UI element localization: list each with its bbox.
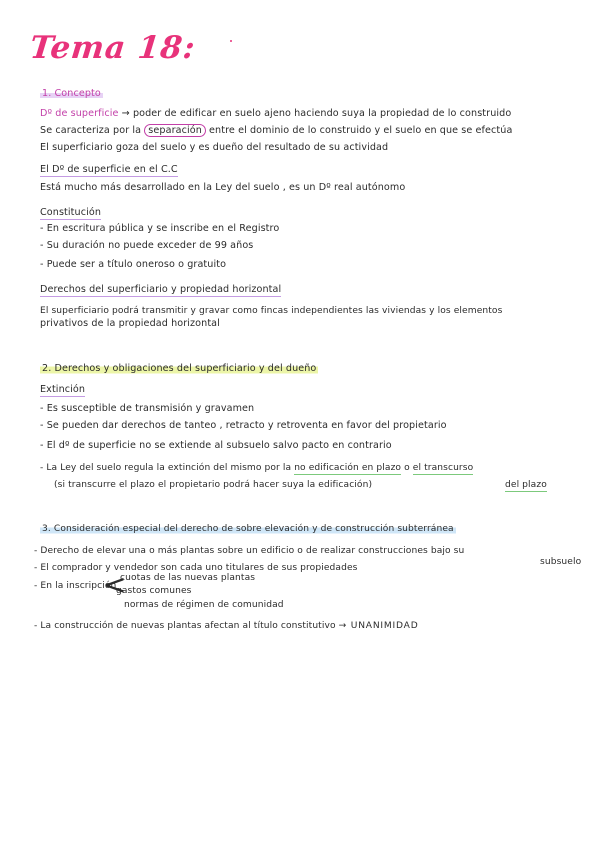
constitution-heading-text: Constitución <box>40 207 102 218</box>
rights-line-2 <box>40 318 220 330</box>
section-2-heading <box>40 363 318 375</box>
extinction-heading <box>40 384 85 396</box>
definition-line <box>40 108 511 120</box>
cc-heading-text: El Dº de superficie en el C.C <box>40 164 178 175</box>
extinction-item-text: - El dº de superficie no se extiende al subsuelo salvo pacto en contrario <box>40 440 392 451</box>
page-title: Tema 18: <box>28 30 198 66</box>
decorative-dot <box>230 40 232 42</box>
new-floors-line <box>34 620 419 632</box>
rights-heading <box>40 284 281 296</box>
law-text-a: - La Ley del suelo regula la extinción del mismo por la <box>40 463 292 473</box>
inscription-item-text: cuotas de las nuevas plantas <box>120 573 256 583</box>
law-line-2-right <box>505 479 547 491</box>
section-2-heading-text: 2. Derechos y obligaciones del superficiario y del dueño <box>42 363 317 374</box>
definition-term: Dº de superficie <box>40 108 119 119</box>
rights-line-1 <box>40 305 502 317</box>
separation-text-b: entre el dominio de lo construido y el suelo en que se efectúa <box>209 125 513 136</box>
law-underlined-text: no edificación en plazo <box>294 463 402 473</box>
inscription-item-text: gastos comunes <box>116 586 192 596</box>
rights-text-2: privativos de la propiedad horizontal <box>40 318 220 329</box>
elevation-text: - Derecho de elevar una o más plantas sobre un edificio o de realizar construcciones bajo su <box>34 546 465 556</box>
rights-text-1: El superficiario podrá transmitir y gravar como fincas independientes las viviendas y los elementos <box>40 306 503 316</box>
section-1-heading-text: 1. Concepto <box>42 88 101 99</box>
superficiario-line <box>40 142 388 154</box>
extinction-item-text: - Se pueden dar derechos de tanteo , retracto y retroventa en favor del propietario <box>40 420 447 431</box>
law-text-2: (si transcurre el plazo el propietario podrá hacer suya la edificación) <box>54 480 373 490</box>
law-underlined-text-2: el transcurso <box>412 463 474 473</box>
unanimity-result: → UNANIMIDAD <box>338 621 419 631</box>
law-text-b: o <box>404 463 410 473</box>
section-3-heading-text: 3. Consideración especial del derecho de sobre elevación y de construcción subterránea <box>42 524 454 534</box>
extinction-item <box>40 420 447 432</box>
elevation-continuation <box>540 556 581 568</box>
inscription-item <box>116 585 192 597</box>
extinction-item-text: - Es susceptible de transmisión y gravamen <box>40 403 255 414</box>
section-3-heading <box>40 523 456 535</box>
constitution-item <box>40 240 253 252</box>
constitution-item-text: - Puede ser a título oneroso o gratuito <box>40 259 227 270</box>
extinction-heading-text: Extinción <box>40 384 86 395</box>
extinction-item <box>40 440 392 452</box>
inscription-item <box>120 572 255 584</box>
constitution-item-text: - En escritura pública y se inscribe en el Registro <box>40 223 280 234</box>
constitution-heading <box>40 207 101 219</box>
definition-text: → poder de edificar en suelo ajeno haciendo suya la propiedad de lo construido <box>121 108 512 119</box>
inscription-item <box>124 599 284 611</box>
elevation-continuation-text: subsuelo <box>540 557 582 567</box>
section-1-heading <box>40 88 103 100</box>
cc-text-line <box>40 182 405 194</box>
rights-heading-text: Derechos del superficiario y propiedad horizontal <box>40 284 282 295</box>
cc-text: Está mucho más desarrollado en la Ley del suelo , es un Dº real autónomo <box>40 182 406 193</box>
constitution-item-text: - Su duración no puede exceder de 99 años <box>40 240 254 251</box>
law-line-2 <box>54 479 372 491</box>
brace-icon: < <box>103 568 127 601</box>
new-floors-text: - La construcción de nuevas plantas afectan al título constitutivo <box>34 621 336 631</box>
separation-line <box>40 125 512 137</box>
constitution-item <box>40 259 226 271</box>
extinction-item <box>40 403 254 415</box>
constitution-item <box>40 223 279 235</box>
law-line <box>40 462 473 474</box>
superficiario-text: El superficiario goza del suelo y es dueño del resultado de su actividad <box>40 142 389 153</box>
elevation-line <box>34 545 464 557</box>
cc-heading <box>40 164 178 176</box>
law-underlined-text-3: del plazo <box>505 480 547 490</box>
separation-circled-word: separación <box>144 124 206 137</box>
buyer-seller-text: - El comprador y vendedor son cada uno titulares de sus propiedades <box>34 563 358 573</box>
inscription-item-text: normas de régimen de comunidad <box>124 600 284 610</box>
separation-text-a: Se caracteriza por la <box>40 125 142 136</box>
inscription-label-text: - En la inscripción <box>34 581 117 591</box>
